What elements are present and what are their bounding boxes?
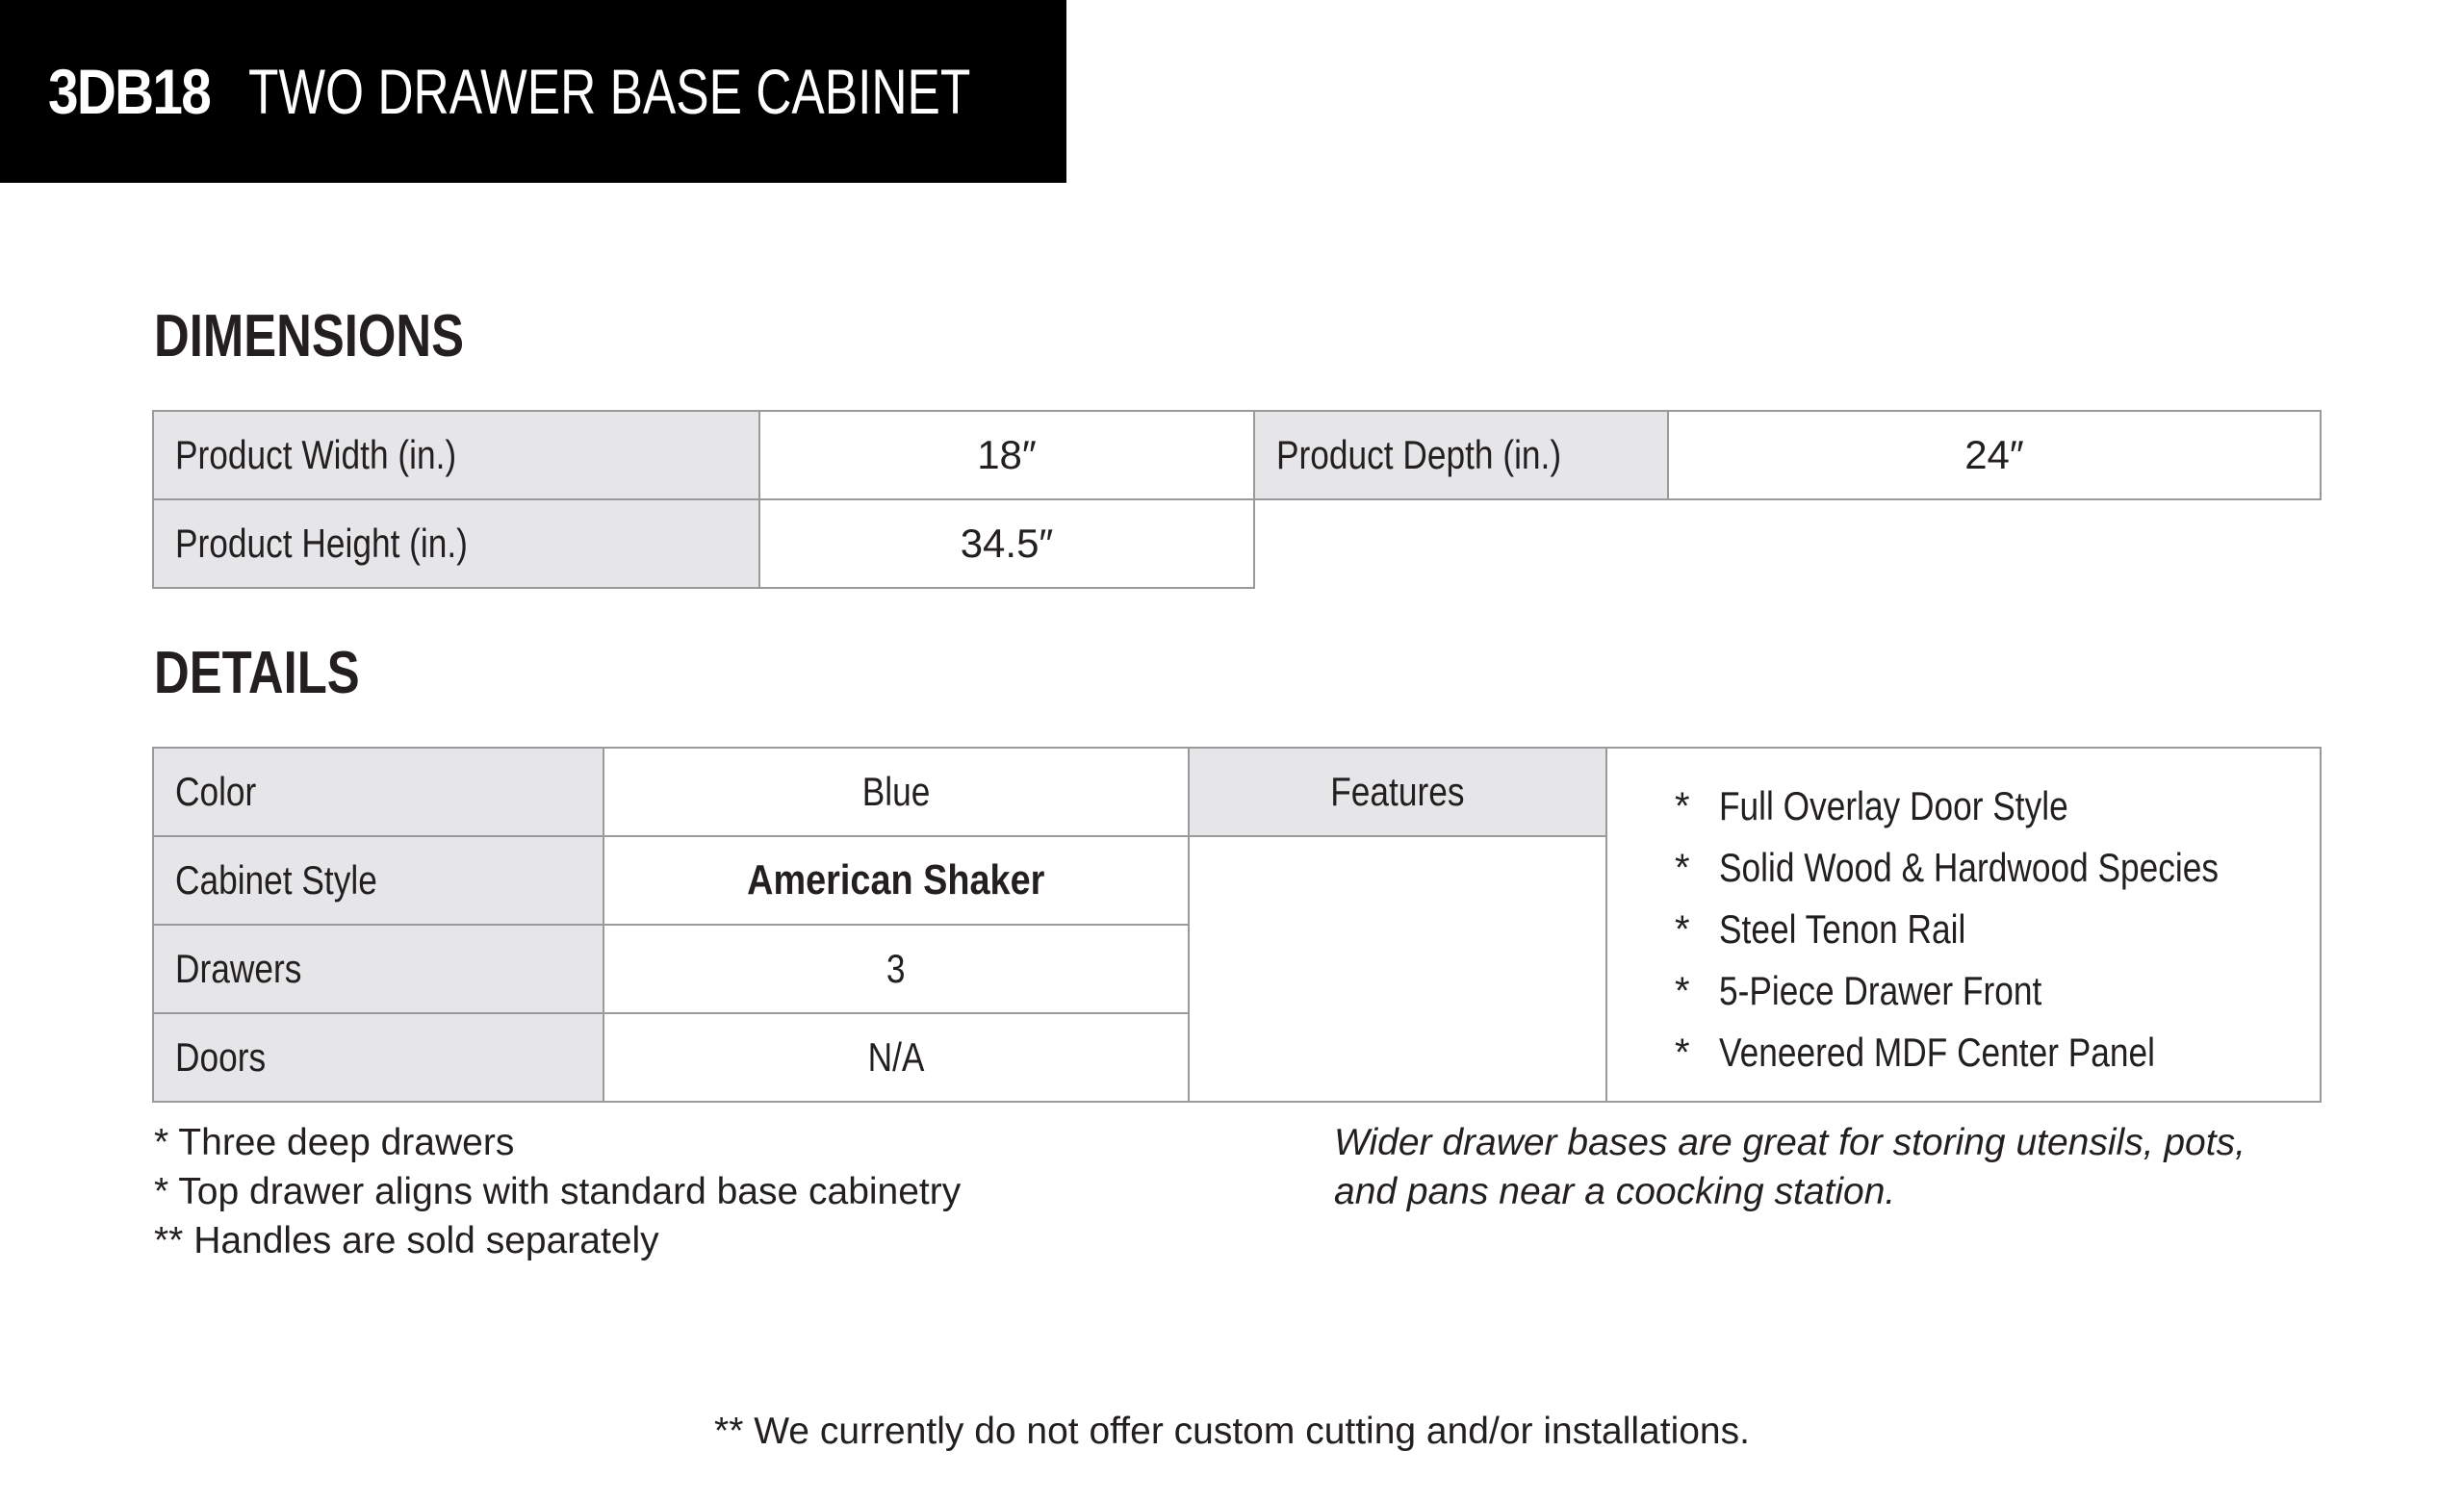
feature-item — [1675, 837, 2314, 899]
feature-item — [1675, 960, 2314, 1022]
feature-text: Steel Tenon Rail — [1719, 906, 1966, 952]
product-title: TWO DRAWER BASE CABINET — [248, 56, 971, 127]
product-code: 3DB18 — [48, 56, 211, 127]
blurb-line: and pans near a coocking station. — [1334, 1171, 1896, 1212]
bullet-star: * — [1675, 907, 1690, 951]
depth-value: 24″ — [1964, 432, 2024, 477]
footer-disclaimer: ** We currently do not offer custom cutting and/or installations. — [714, 1411, 1750, 1452]
dimensions-heading: DIMENSIONS — [154, 303, 465, 369]
color-value-cell — [603, 747, 1190, 837]
note-line: * Top drawer aligns with standard base cabinetry — [154, 1171, 962, 1212]
drawers-value: 3 — [886, 946, 906, 991]
cabinet-style-value-cell — [603, 835, 1190, 926]
blurb-line: Wider drawer bases are great for storing utensils, pots, — [1334, 1122, 2246, 1163]
feature-text: Solid Wood & Hardwood Species — [1719, 845, 2220, 890]
feature-text: Full Overlay Door Style — [1719, 783, 2068, 828]
doors-value: N/A — [867, 1034, 925, 1080]
height-value: 34.5″ — [960, 521, 1054, 566]
drawers-value-cell — [603, 924, 1190, 1014]
features-list — [1675, 776, 2314, 1083]
depth-label: Product Depth (in.) — [1276, 432, 1562, 477]
details-heading: DETAILS — [154, 640, 360, 706]
width-value-cell — [758, 410, 1255, 500]
cabinet-style-label: Cabinet Style — [175, 857, 377, 903]
depth-value-cell — [1667, 410, 2322, 500]
color-label-cell — [152, 747, 604, 837]
width-label: Product Width (in.) — [175, 432, 457, 477]
bullet-star: * — [1675, 784, 1690, 827]
feature-text: Veneered MDF Center Panel — [1719, 1030, 2156, 1075]
feature-item — [1675, 776, 2314, 837]
width-value: 18″ — [977, 432, 1037, 477]
features-label-cell — [1188, 747, 1607, 837]
feature-item — [1675, 1022, 2314, 1083]
bullet-star: * — [1675, 1031, 1690, 1074]
color-label: Color — [175, 769, 257, 814]
feature-text: 5-Piece Drawer Front — [1719, 968, 2042, 1013]
feature-item — [1675, 899, 2314, 960]
cabinet-style-label-cell — [152, 835, 604, 926]
drawers-label: Drawers — [175, 946, 302, 991]
height-label-cell — [152, 498, 760, 589]
features-label: Features — [1330, 769, 1465, 814]
height-label: Product Height (in.) — [175, 521, 468, 566]
note-line: * Three deep drawers — [154, 1122, 515, 1163]
description-blurb — [1334, 1118, 2246, 1216]
header-bar — [0, 0, 1066, 183]
note-line: ** Handles are sold separately — [154, 1220, 659, 1261]
cabinet-style-value: American Shaker — [747, 856, 1045, 904]
depth-label-cell — [1253, 410, 1669, 500]
bullet-star: * — [1675, 969, 1690, 1012]
height-value-cell — [758, 498, 1255, 589]
doors-label-cell — [152, 1012, 604, 1103]
bullet-star: * — [1675, 846, 1690, 889]
doors-label: Doors — [175, 1034, 267, 1080]
features-blank-cell — [1188, 835, 1607, 1103]
drawers-label-cell — [152, 924, 604, 1014]
width-label-cell — [152, 410, 760, 500]
notes-block — [154, 1118, 961, 1265]
color-value: Blue — [861, 769, 931, 814]
doors-value-cell — [603, 1012, 1190, 1103]
